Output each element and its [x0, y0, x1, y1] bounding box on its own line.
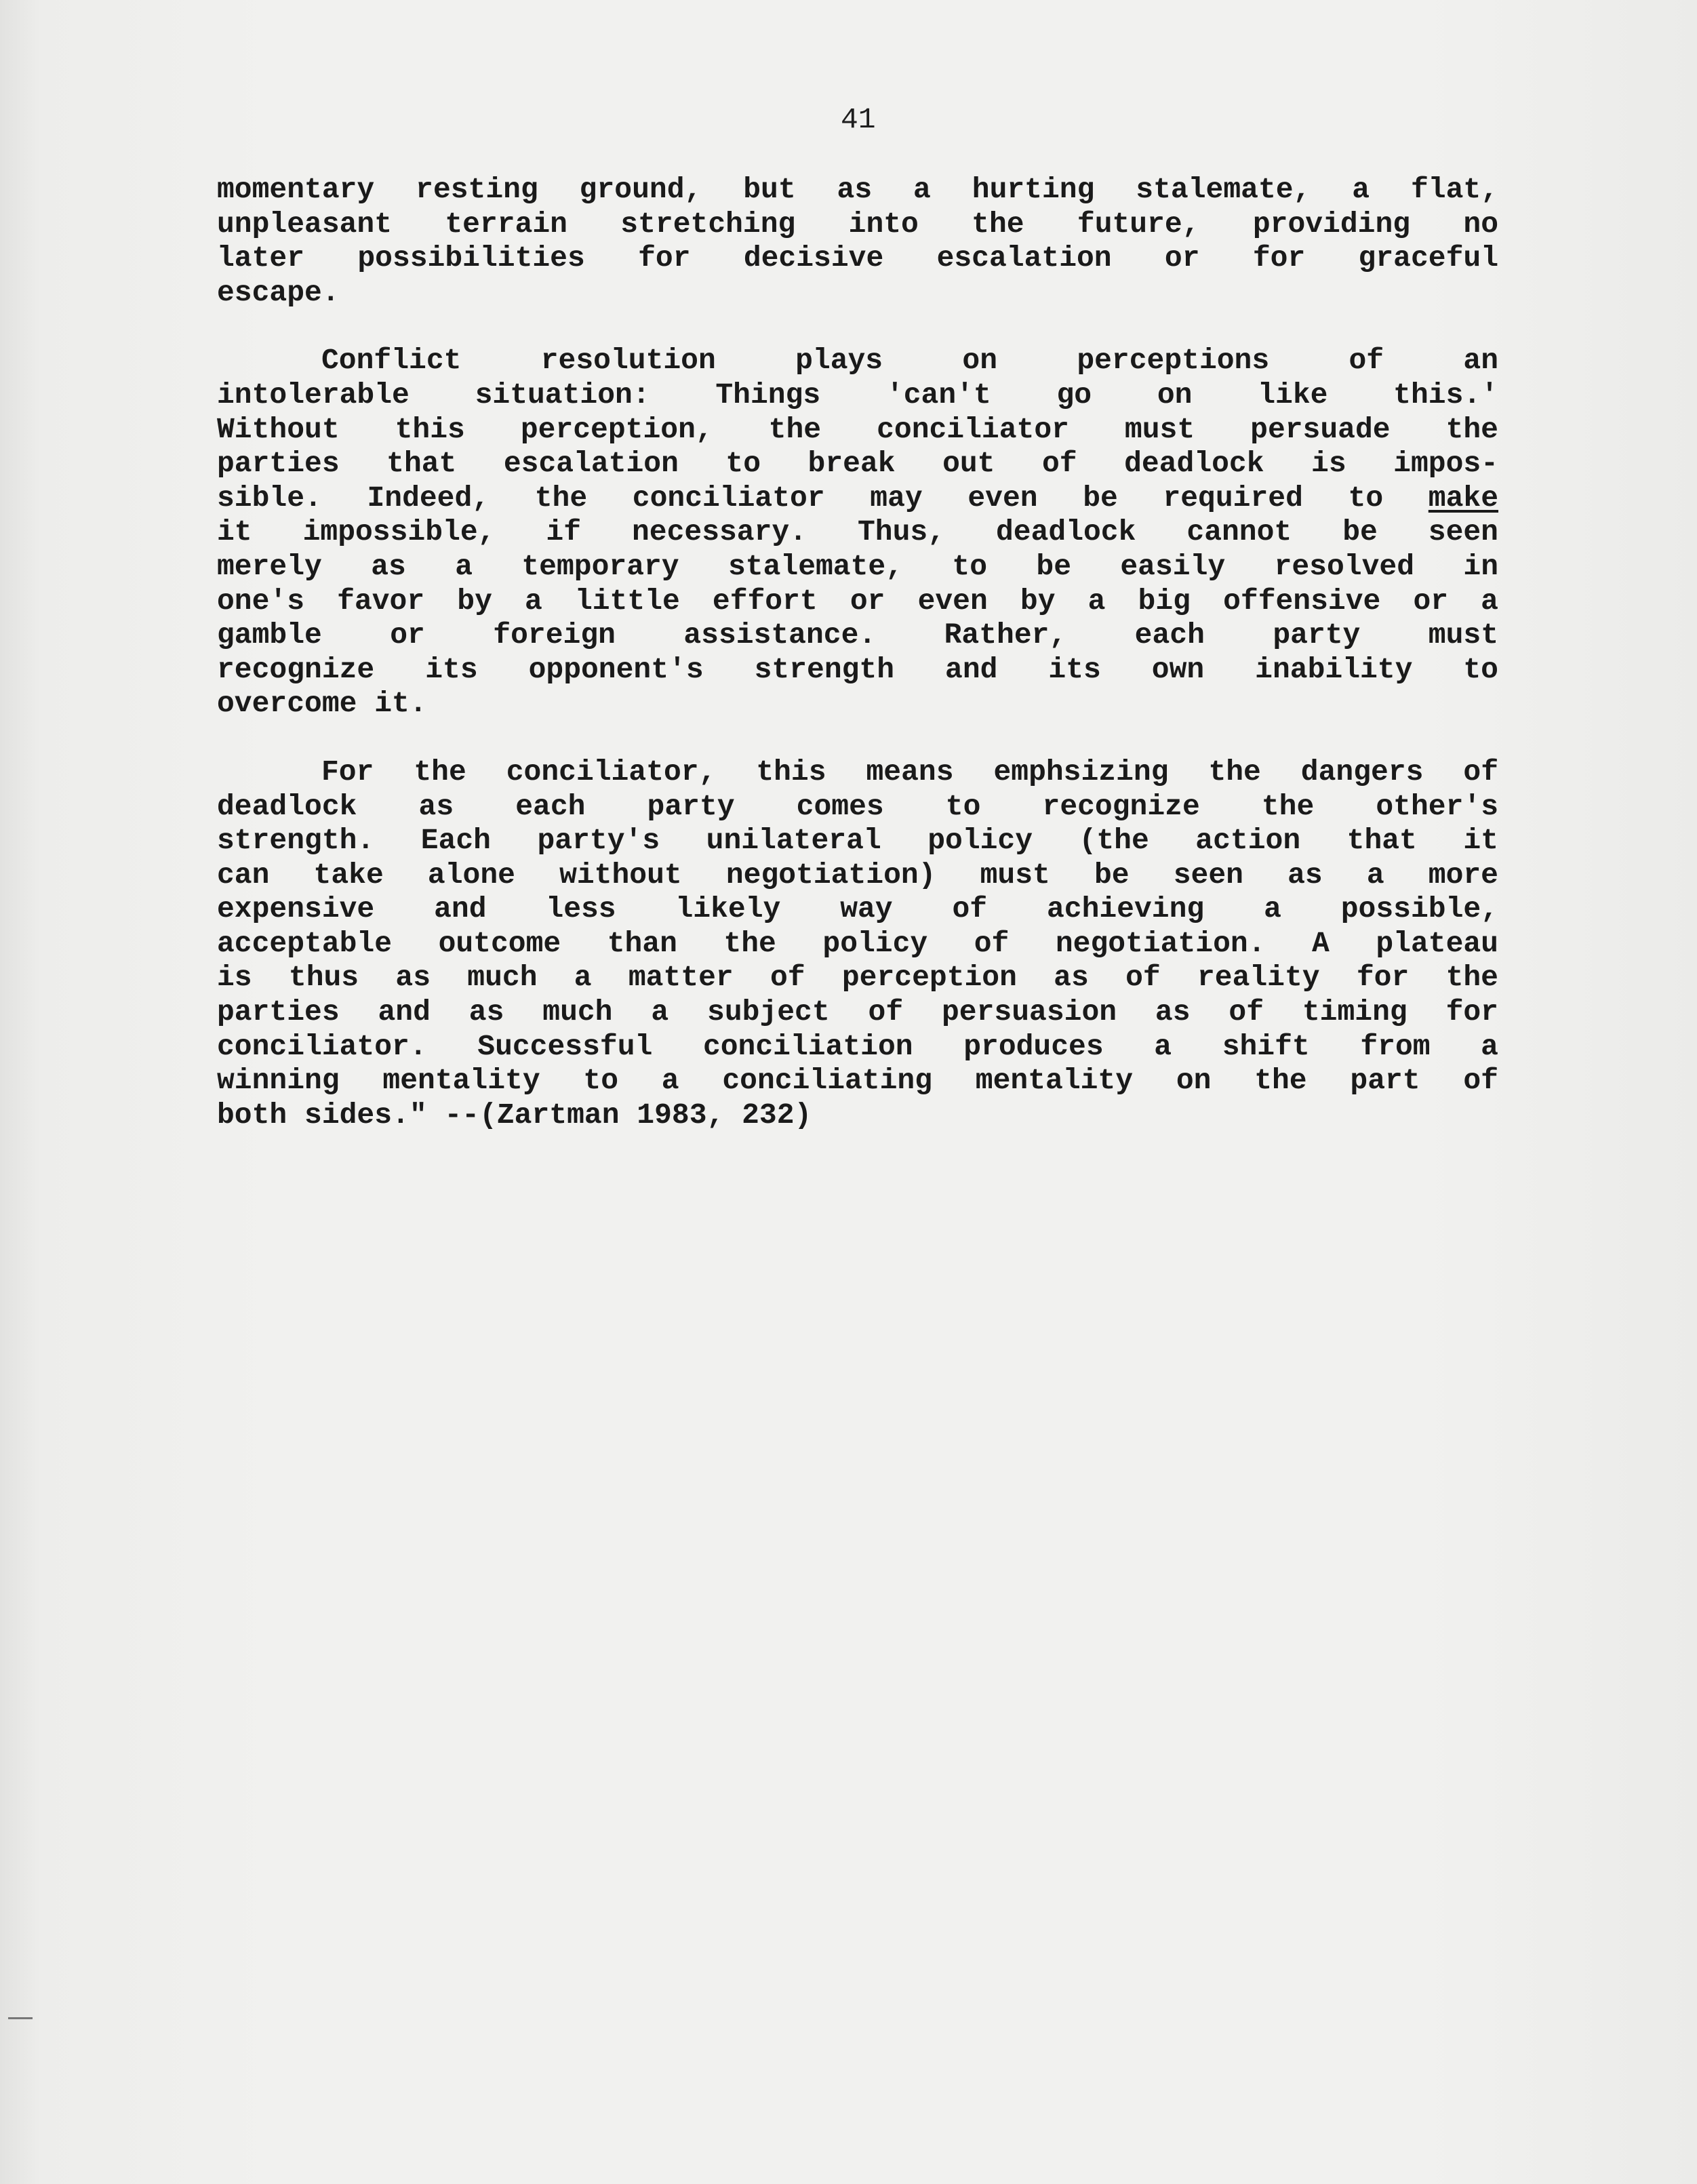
text-line: parties that escalation to break out of deadlock is impos-	[217, 447, 1498, 481]
text-line: merely as a temporary stalemate, to be easily resolved in	[217, 549, 1498, 583]
page-number: 41	[841, 103, 876, 136]
text-line-content: Conflict resolution plays on perceptions of an	[321, 344, 1498, 378]
text-line: both sides." --(Zartman 1983, 232)	[217, 1098, 812, 1132]
text-line: Without this perception, the conciliator must persuade the	[217, 412, 1498, 446]
text-line: escape.	[217, 275, 340, 309]
text-line: is thus as much a matter of perception as of reality for the	[217, 961, 1498, 995]
text-line: conciliator. Successful conciliation produces a shift from a	[217, 1029, 1498, 1063]
text-line: acceptable outcome than the policy of negotiation. A plateau	[217, 926, 1498, 960]
text-line: expensive and less likely way of achieving a possible,	[217, 892, 1498, 926]
text-line: one's favor by a little effort or even by a big offensive or a	[217, 584, 1498, 618]
text-line: recognize its opponent's strength and its own inability to	[217, 652, 1498, 686]
text-line-content: sible. Indeed, the conciliator may even be required to	[217, 481, 1384, 515]
text-line: momentary resting ground, but as a hurting stalemate, a flat,	[217, 173, 1498, 206]
text-line: parties and as much a subject of persuasion as of timing for	[217, 995, 1498, 1029]
text-line	[217, 344, 1498, 378]
paragraph-1	[217, 173, 1498, 310]
text-line-content: For the conciliator, this means emphsizing the dangers of	[321, 755, 1498, 789]
text-line: intolerable situation: Things 'can't go on like this.'	[217, 378, 1498, 412]
text-line: gamble or foreign assistance. Rather, each party must	[217, 618, 1498, 652]
text-line: winning mentality to a conciliating mentality on the part of	[217, 1064, 1498, 1098]
text-line: later possibilities for decisive escalation or for graceful	[217, 241, 1498, 275]
text-line: strength. Each party's unilateral policy (the action that it	[217, 824, 1498, 858]
text-line	[217, 755, 1498, 790]
underlined-word: make	[1428, 481, 1498, 515]
scan-edge-mark	[8, 2017, 33, 2019]
paragraph-3	[217, 755, 1498, 1133]
text-line: can take alone without negotiation) must be seen as a more	[217, 858, 1498, 892]
text-line: overcome it.	[217, 687, 427, 721]
text-line: unpleasant terrain stretching into the future, providing no	[217, 207, 1498, 241]
body-text	[217, 173, 1498, 1166]
text-line: deadlock as each party comes to recognize the other's	[217, 789, 1498, 823]
text-line: it impossible, if necessary. Thus, deadlock cannot be seen	[217, 515, 1498, 549]
paragraph-2	[217, 344, 1498, 721]
text-line	[217, 481, 1498, 516]
